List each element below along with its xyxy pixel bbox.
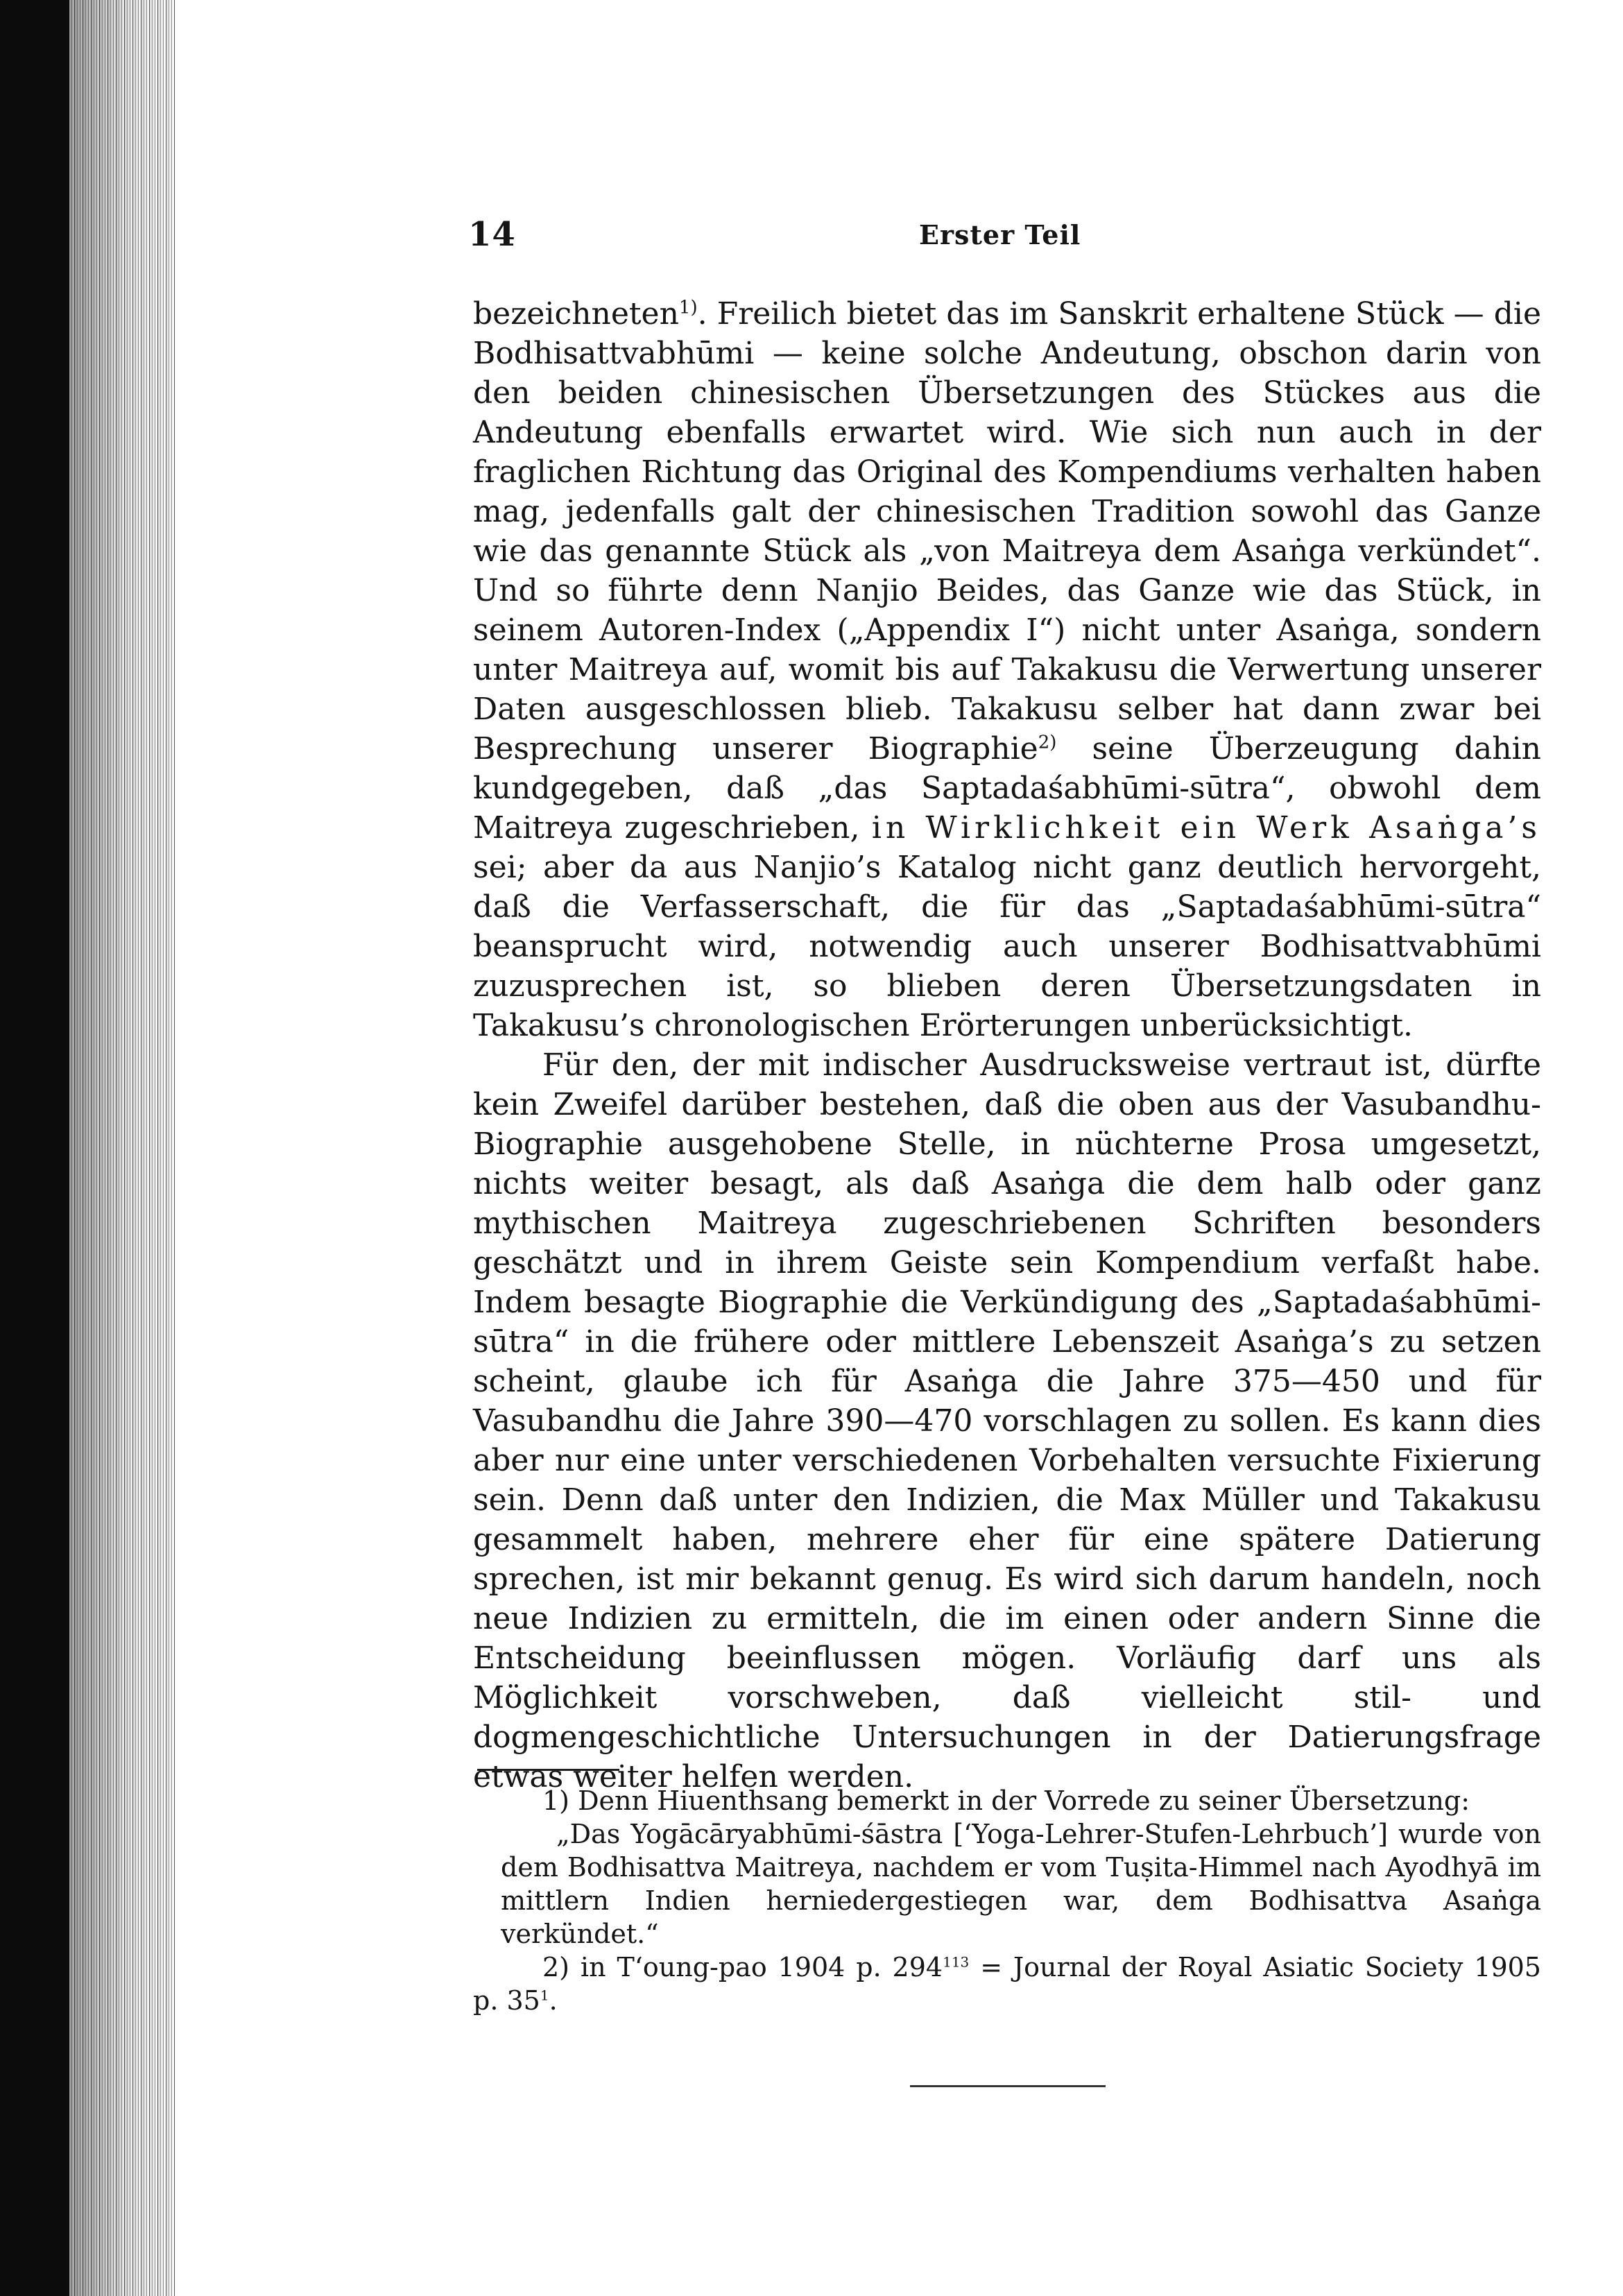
p1-start: bezeichneten [473, 296, 679, 332]
paragraph-1 [473, 294, 1541, 1045]
p1-end: sei; aber da aus Nanjio’s Katalog nicht ganz deutlich hervorgeht, daß die Verfasserschaft, die für das „Saptadaśabhūmi-sūtra“ beansprucht wird, notwendig auch unserer Bodhisattvabhūmi zuzusprechen ist, so blieben deren Übersetzungsdaten in Takakusu’s chronologischen Erörterungen unberücksichtigt. [473, 850, 1541, 1043]
footnote-separator [477, 1769, 619, 1771]
p1-continued: seine Überzeugung dahin kundgegeben, daß „das Saptadaśabhūmi-sūtra“, obwohl dem Maitreya zugeschrieben, [473, 731, 1541, 846]
footnote-ref-1: 1) [678, 297, 698, 318]
footnote-2-text: 2) in T‘oung-pao 1904 p. 294 [542, 1952, 943, 1982]
main-text [473, 294, 1541, 1797]
paragraph-2: Für den, der mit indischer Ausdrucksweise vertraut ist, dürfte kein Zweifel darüber bestehen, daß die oben aus der Vasubandhu-Biographie ausgehobene Stelle, in nüchterne Prosa umgesetzt, nichts weiter besagt, als daß Asaṅga die dem halb oder ganz mythischen Maitreya zugeschriebenen Schriften besonders geschätzt und in ihrem Geiste sein Kompendium verfaßt habe. Indem besagte Biographie die Verkündigung des „Saptadaśabhūmi-sūtra“ in die frühere oder mittlere Lebenszeit Asaṅga’s zu setzen scheint, glaube ich für Asaṅga die Jahre 375—450 und für Vasubandhu die Jahre 390—470 vorschlagen zu sollen. Es kann dies aber nur eine unter verschiedenen Vorbehalten versuchte Fixierung sein. Denn daß unter den Indizien, die Max Müller und Takakusu gesammelt haben, mehrere eher für eine spätere Datierung sprechen, ist mir bekannt genug. Es wird sich darum handeln, noch neue Indizien zu ermitteln, die im einen oder andern Sinne die Entscheidung beeinflussen mögen. Vorläufig darf uns als Möglichkeit vorschweben, daß vielleicht stil- und dogmengeschichtliche Untersuchungen in der Datierungsfrage etwas weiter helfen werden. [473, 1047, 1541, 1794]
page-header [468, 215, 1540, 264]
footnote-1-quote: „Das Yogācāryabhūmi-śāstra [‘Yoga-Lehrer-Stufen-Lehrbuch’] wurde von dem Bodhisattva Maitreya, nachdem er vom Tuṣita-Himmel nach Ayodhyā im mittlern Indien herniedergestiegen war, dem Bodhisattva Asaṅga verkündet.“ [501, 1819, 1541, 1949]
footnote-ref-2: 2) [1038, 732, 1057, 753]
footnote-2-superscript-2: 1 [540, 1987, 549, 2004]
book-spine [0, 0, 175, 2296]
footnote-2-text-cont: = Journal der Royal Asiatic Society 1905 p. 35 [473, 1952, 1541, 2016]
footnotes [473, 1784, 1541, 2017]
spine-shading [69, 0, 175, 2296]
footnote-2-superscript: 113 [943, 1953, 970, 1971]
footnote-2-end: . [549, 1985, 558, 2016]
footnote-2 [473, 1951, 1541, 2017]
binding-shadow [0, 0, 69, 2296]
footnote-1-intro: 1) Denn Hiuenthsang bemerkt in der Vorrede zu seiner Übersetzung: [542, 1785, 1470, 1816]
p1-text: . Freilich bietet das im Sanskrit erhaltene Stück — die Bodhisattvabhūmi — keine solche Andeutung, obschon darin von den beiden chinesischen Übersetzungen des Stückes aus die Andeutung ebenfalls erwartet wird. Wie sich nun auch in der fraglichen Richtung das Original des Kompendiums verhalten haben mag, jedenfalls galt der chinesischen Tradition sowohl das Ganze wie das genannte Stück als „von Maitreya dem Asaṅga verkündet“. Und so führte denn Nanjio Beides, das Ganze wie das Stück, in seinem Autoren-Index („Appendix I“) nicht unter Asaṅga, sondern unter Maitreya auf, womit bis auf Takakusu die Verwertung unserer Daten ausgeschlossen blieb. Takakusu selber hat dann zwar bei Besprechung unserer Biographie [473, 296, 1541, 766]
running-head: Erster Teil [919, 219, 1081, 250]
page-number: 14 [468, 215, 516, 254]
emphasized-spaced-text: in Wirklichkeit ein Werk Asaṅga’s [871, 810, 1541, 846]
end-rule [910, 2085, 1106, 2087]
